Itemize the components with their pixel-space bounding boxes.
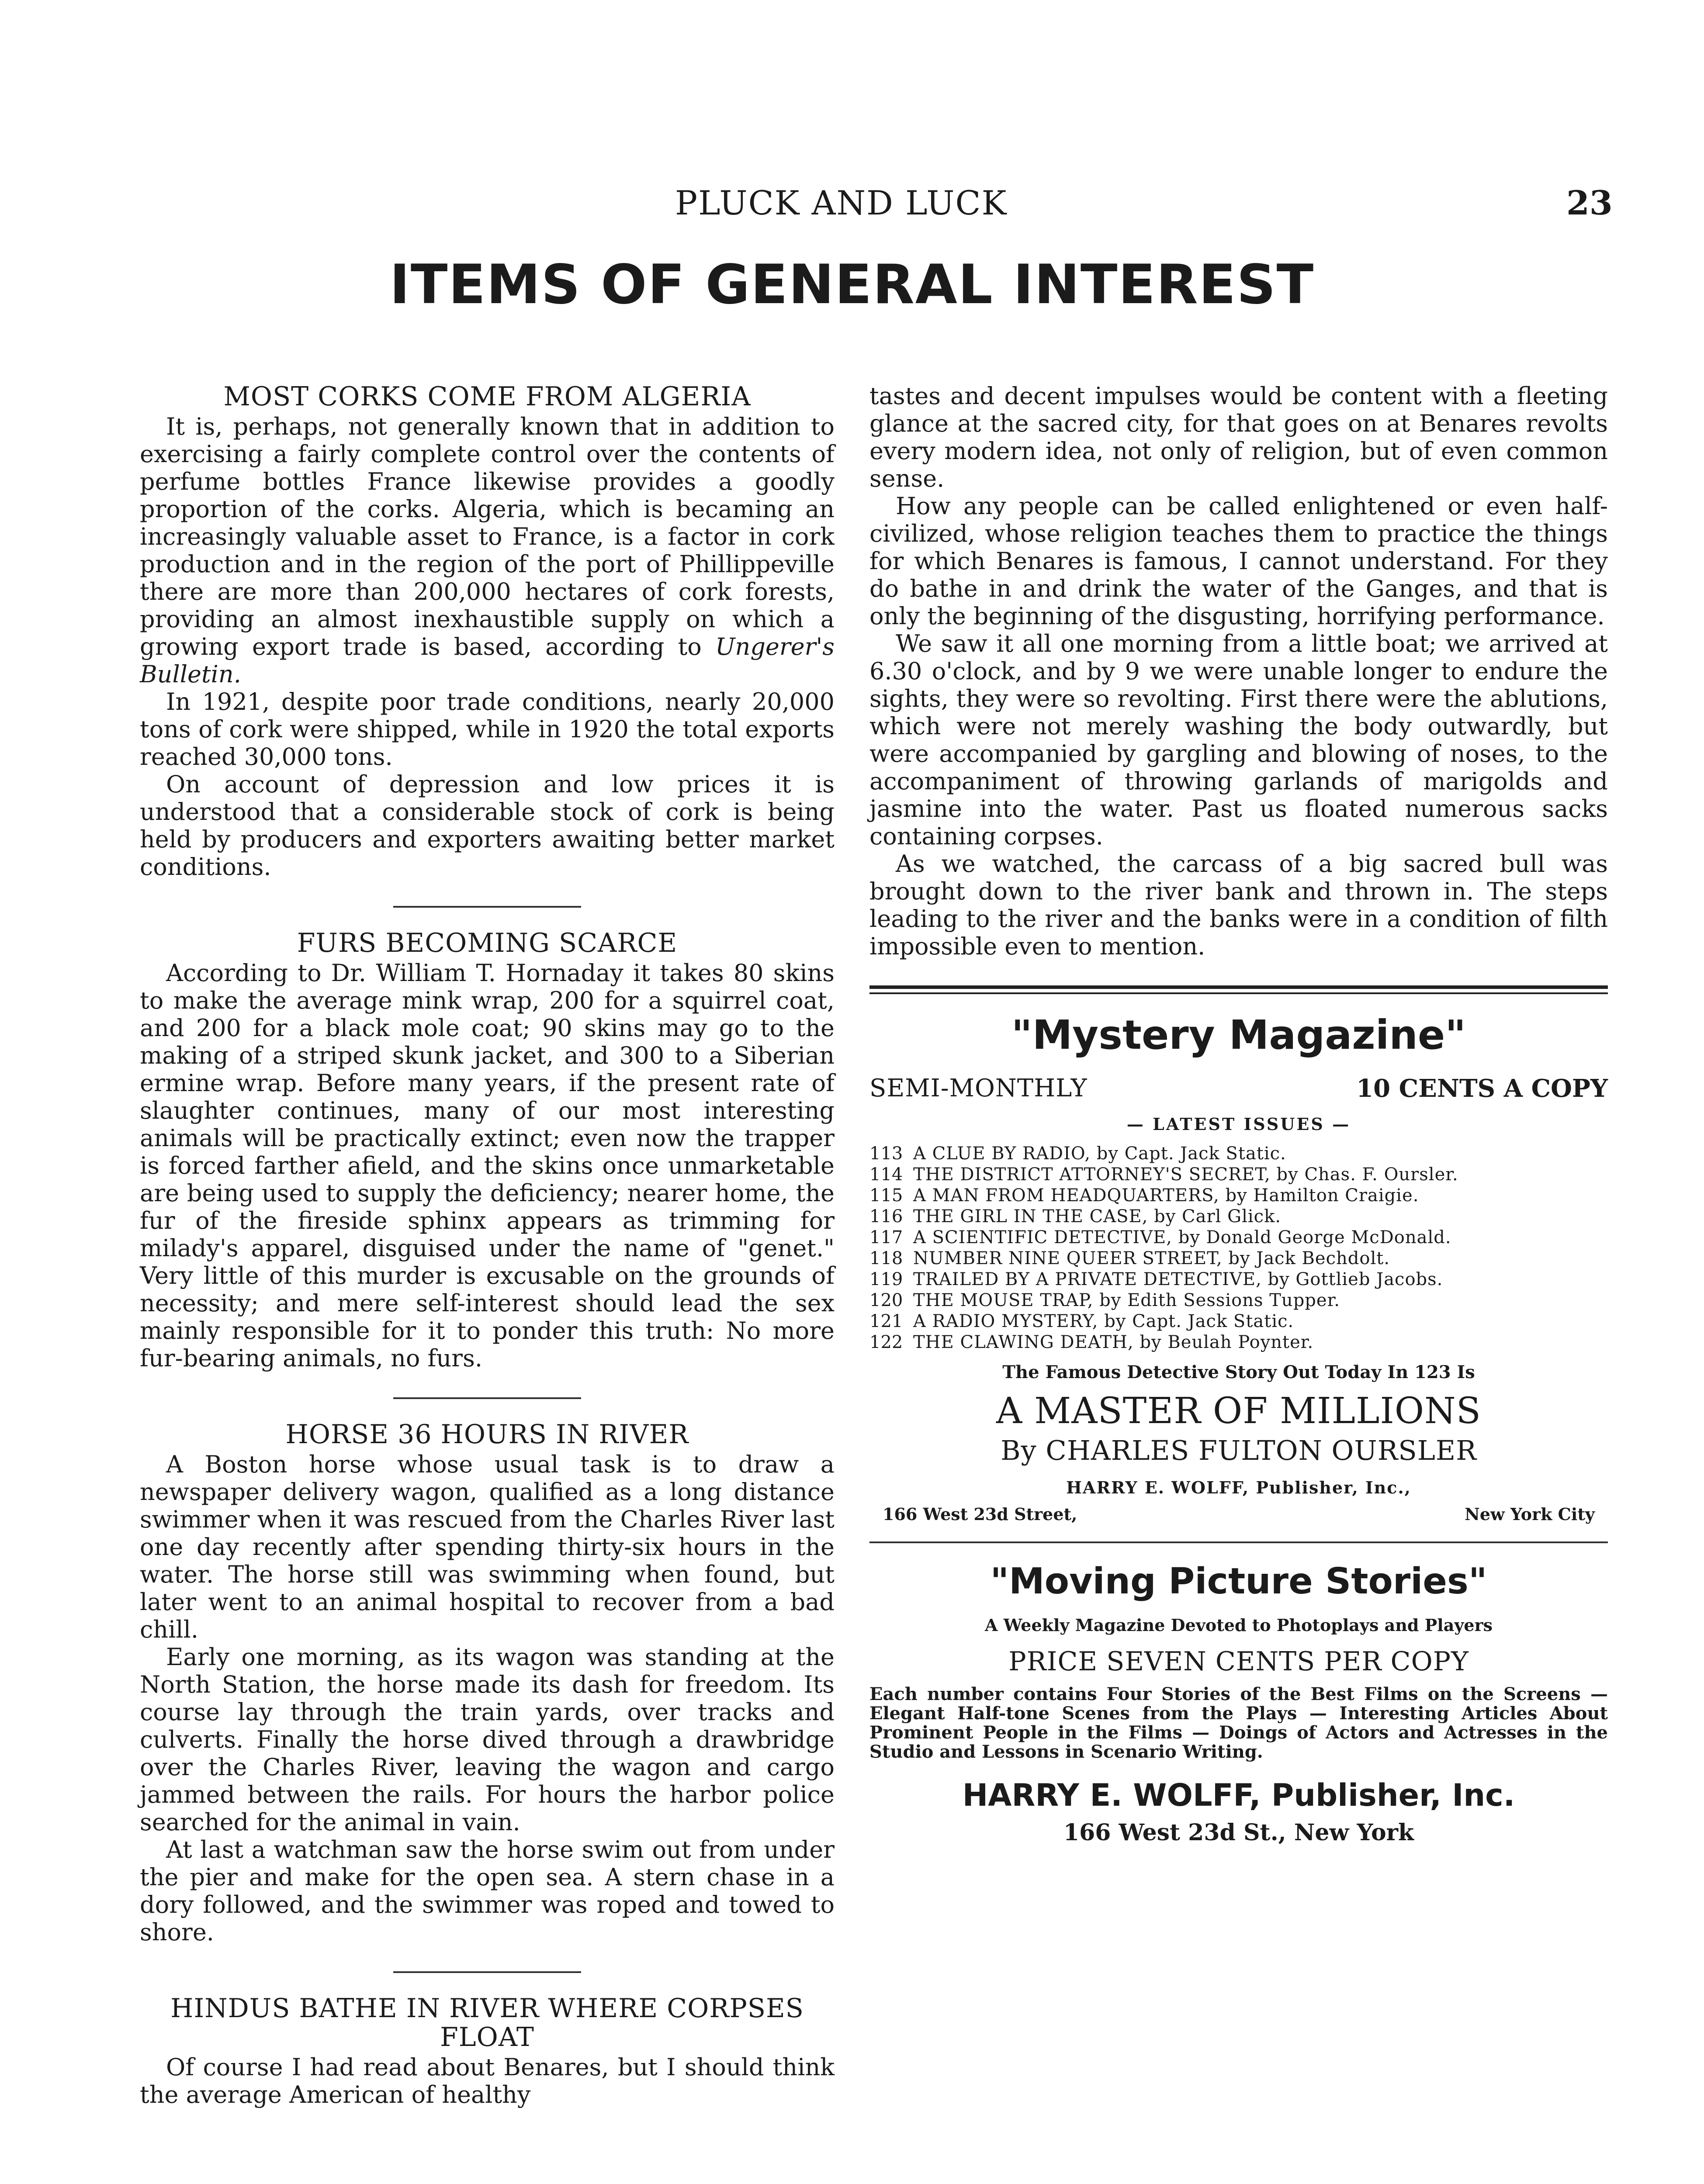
article-paragraph: As we watched, the carcass of a big sacred bull was brought down to the river bank and thrown in. The steps leading to the river and the banks were in a condition of filth impossible even to mention. [869, 850, 1608, 960]
issue-number: 118 [869, 1248, 903, 1268]
article-paragraph: In 1921, despite poor trade conditions, nearly 20,000 tons of cork were shipped, while in 1920 the total exports reached 30,000 tons. [140, 688, 835, 771]
article-paragraph [140, 413, 835, 688]
issue-number: 115 [869, 1185, 903, 1206]
article-paragraph: How any people can be called enlightened or even half-civilized, whose religion teaches them to practice the things for which Benares is famous, I cannot understand. For they do bathe in and drink the water of the Ganges, and that is only the beginning of the disgusting, horrifying performance. [869, 492, 1608, 630]
issue-number: 120 [869, 1290, 903, 1310]
ad-divider [869, 985, 1608, 994]
ad-divider [869, 1541, 1608, 1543]
ad-address-city: New York City [1465, 1504, 1595, 1524]
issue-number: 119 [869, 1269, 903, 1289]
section-divider [393, 1971, 581, 1973]
issue-title: A MAN FROM HEADQUARTERS, by Hamilton Craigie. [913, 1185, 1419, 1206]
article-heading: FURS BECOMING SCARCE [297, 928, 678, 958]
issue-list-item [869, 1185, 1608, 1206]
ad-price: 10 CENTS A COPY [1356, 1074, 1608, 1103]
issue-title: A RADIO MYSTERY, by Capt. Jack Static. [913, 1311, 1294, 1331]
section-divider [393, 906, 581, 908]
issue-list-item [869, 1227, 1608, 1248]
ad-address [869, 1504, 1608, 1524]
ad-title: "Mystery Magazine" [1011, 1012, 1466, 1058]
issue-number: 116 [869, 1206, 903, 1227]
article-furs [140, 929, 835, 1372]
paragraph-text: It is, perhaps, not generally known that in addition to exercising a fairly complete control over the contents of perfume bottles France likewise provides a goodly proportion of the corks. Algeria, which is becaming an increasingly valuable asset to France, is a factor in cork production and in the region of the port of Phillippeville there are more than 200,000 hectares of cork forests, providing an almost inexhaustible supply on which a growing export trade is based, according to [140, 413, 835, 660]
article-paragraph: We saw it all one morning from a little boat; we arrived at 6.30 o'clock, and by 9 we were unable longer to endure the sights, they were so revolting. First there were the ablutions, which were not merely washing the body outwardly, but were accompanied by gargling and blowing of noses, to the accompaniment of throwing garlands of marigolds and jasmine into the water. Past us floated numerous sacks containing corpses. [869, 630, 1608, 850]
article-paragraph: On account of depression and low prices it is understood that a considerable stock of cork is being held by producers and exporters awaiting better market conditions. [140, 771, 835, 881]
ad-publisher: HARRY E. WOLFF, Publisher, Inc. [962, 1777, 1515, 1813]
article-horse [140, 1420, 835, 1946]
issue-list-item [869, 1332, 1608, 1352]
issue-number: 113 [869, 1144, 903, 1164]
page-number: 23 [1566, 183, 1613, 222]
article-hindus-continued [869, 382, 1608, 960]
page-title: ITEMS OF GENERAL INTEREST [389, 253, 1315, 316]
issue-title: THE GIRL IN THE CASE, by Carl Glick. [913, 1206, 1281, 1227]
issue-number: 114 [869, 1165, 903, 1185]
issue-title: NUMBER NINE QUEER STREET, by Jack Bechdolt. [913, 1248, 1390, 1268]
article-heading: MOST CORKS COME FROM ALGERIA [223, 381, 751, 412]
issue-title: THE DISTRICT ATTORNEY'S SECRET, by Chas. F. Oursler. [913, 1165, 1458, 1185]
article-paragraph: Early one morning, as its wagon was standing at the North Station, the horse made its dash for freedom. Its course lay through the train yards, over tracks and culverts. Finally the horse dived through a drawbridge over the Charles River, leaving the wagon and cargo jammed between the rails. For hours the harbor police searched for the animal in vain. [140, 1643, 835, 1836]
issue-number: 122 [869, 1332, 903, 1352]
issue-list-item [869, 1144, 1608, 1164]
ad-address: 166 West 23d St., New York [1063, 1819, 1414, 1846]
ad-address-street: 166 West 23d Street, [883, 1504, 1077, 1524]
article-paragraph: A Boston horse whose usual task is to draw a newspaper delivery wagon, qualified as a long distance swimmer when it was rescued from the Charles River last one day recently after spending thirty-six hours in the water. The horse still was swimming when found, but later went to an animal hospital to recover from a bad chill. [140, 1451, 835, 1643]
moving-picture-ad [869, 1561, 1608, 1846]
right-column [869, 382, 1608, 1846]
ad-price: PRICE SEVEN CENTS PER COPY [1008, 1646, 1469, 1677]
article-paragraph: According to Dr. William T. Hornaday it takes 80 skins to make the average mink wrap, 200 for a squirrel coat, and 200 for a black mole coat; 90 skins may go to the making of a striped skunk jacket, and 300 to a Siberian ermine wrap. Before many years, if the present rate of slaughter continues, many of our most interesting animals will be practically extinct; even now the trapper is forced farther afield, and the skins once unmarketable are being used to supply the deficiency; nearer home, the fur of the fireside sphinx appears as trimming for milady's apparel, disguised under the name of "genet." Very little of this murder is excusable on the grounds of necessity; and mere self-interest should lead the sex mainly responsible for it to ponder this truth: No more fur-bearing animals, no furs. [140, 959, 835, 1372]
issue-list [869, 1144, 1608, 1352]
issue-title: A SCIENTIFIC DETECTIVE, by Donald George McDonald. [913, 1227, 1451, 1248]
article-paragraph: tastes and decent impulses would be content with a fleeting glance at the sacred city, for that goes on at Benares revolts every modern idea, not only of religion, but of even common sense. [869, 382, 1608, 492]
featured-book-author: By CHARLES FULTON OURSLER [1001, 1434, 1477, 1466]
issue-title: THE MOUSE TRAP, by Edith Sessions Tupper. [913, 1290, 1340, 1310]
issue-list-item [869, 1165, 1608, 1185]
article-hindus [140, 1994, 835, 2108]
issue-list-item [869, 1269, 1608, 1289]
issue-list-item [869, 1290, 1608, 1310]
article-paragraph: At last a watchman saw the horse swim out from under the pier and make for the open sea. A stern chase in a dory followed, and the swimmer was roped and towed to shore. [140, 1836, 835, 1946]
running-head: PLUCK AND LUCK [675, 183, 1008, 222]
issue-list-item [869, 1248, 1608, 1268]
issue-title: A CLUE BY RADIO, by Capt. Jack Static. [913, 1144, 1286, 1164]
issue-title: THE CLAWING DEATH, by Beulah Poynter. [913, 1332, 1314, 1352]
ad-tagline: The Famous Detective Story Out Today In 123 Is [1002, 1362, 1475, 1382]
ad-title: "Moving Picture Stories" [990, 1561, 1487, 1602]
article-heading: HINDUS BATHE IN RIVER WHERE CORPSES FLOAT [170, 1993, 804, 2053]
featured-book-title: A MASTER OF MILLIONS [996, 1390, 1481, 1432]
article-corks [140, 382, 835, 881]
article-heading: HORSE 36 HOURS IN RIVER [285, 1419, 689, 1450]
article-paragraph: Of course I had read about Benares, but I should think the average American of healthy [140, 2053, 835, 2108]
issue-number: 121 [869, 1311, 903, 1331]
section-divider [393, 1397, 581, 1399]
ad-subtitle: A Weekly Magazine Devoted to Photoplays and Players [985, 1615, 1493, 1635]
ad-frequency-row [869, 1074, 1608, 1103]
ad-description: Each number contains Four Stories of the Best Films on the Screens — Elegant Half-tone Scenes from the Plays — Interesting Articles About Prominent People in the Films — Doings of Actors and Actresses in the Studio and Lessons in Scenario Writing. [869, 1684, 1608, 1762]
mystery-magazine-ad [869, 1012, 1608, 1524]
issue-list-item [869, 1206, 1608, 1227]
citation: Ungerer's Bulletin. [140, 633, 835, 688]
issue-number: 117 [869, 1227, 903, 1248]
ad-subhead: — LATEST ISSUES — [1126, 1114, 1351, 1134]
ad-publisher: HARRY E. WOLFF, Publisher, Inc., [1066, 1478, 1411, 1497]
issue-list-item [869, 1311, 1608, 1331]
ad-frequency: SEMI-MONTHLY [869, 1074, 1088, 1102]
issue-title: TRAILED BY A PRIVATE DETECTIVE, by Gottlieb Jacobs. [913, 1269, 1443, 1289]
left-column [140, 382, 835, 2108]
